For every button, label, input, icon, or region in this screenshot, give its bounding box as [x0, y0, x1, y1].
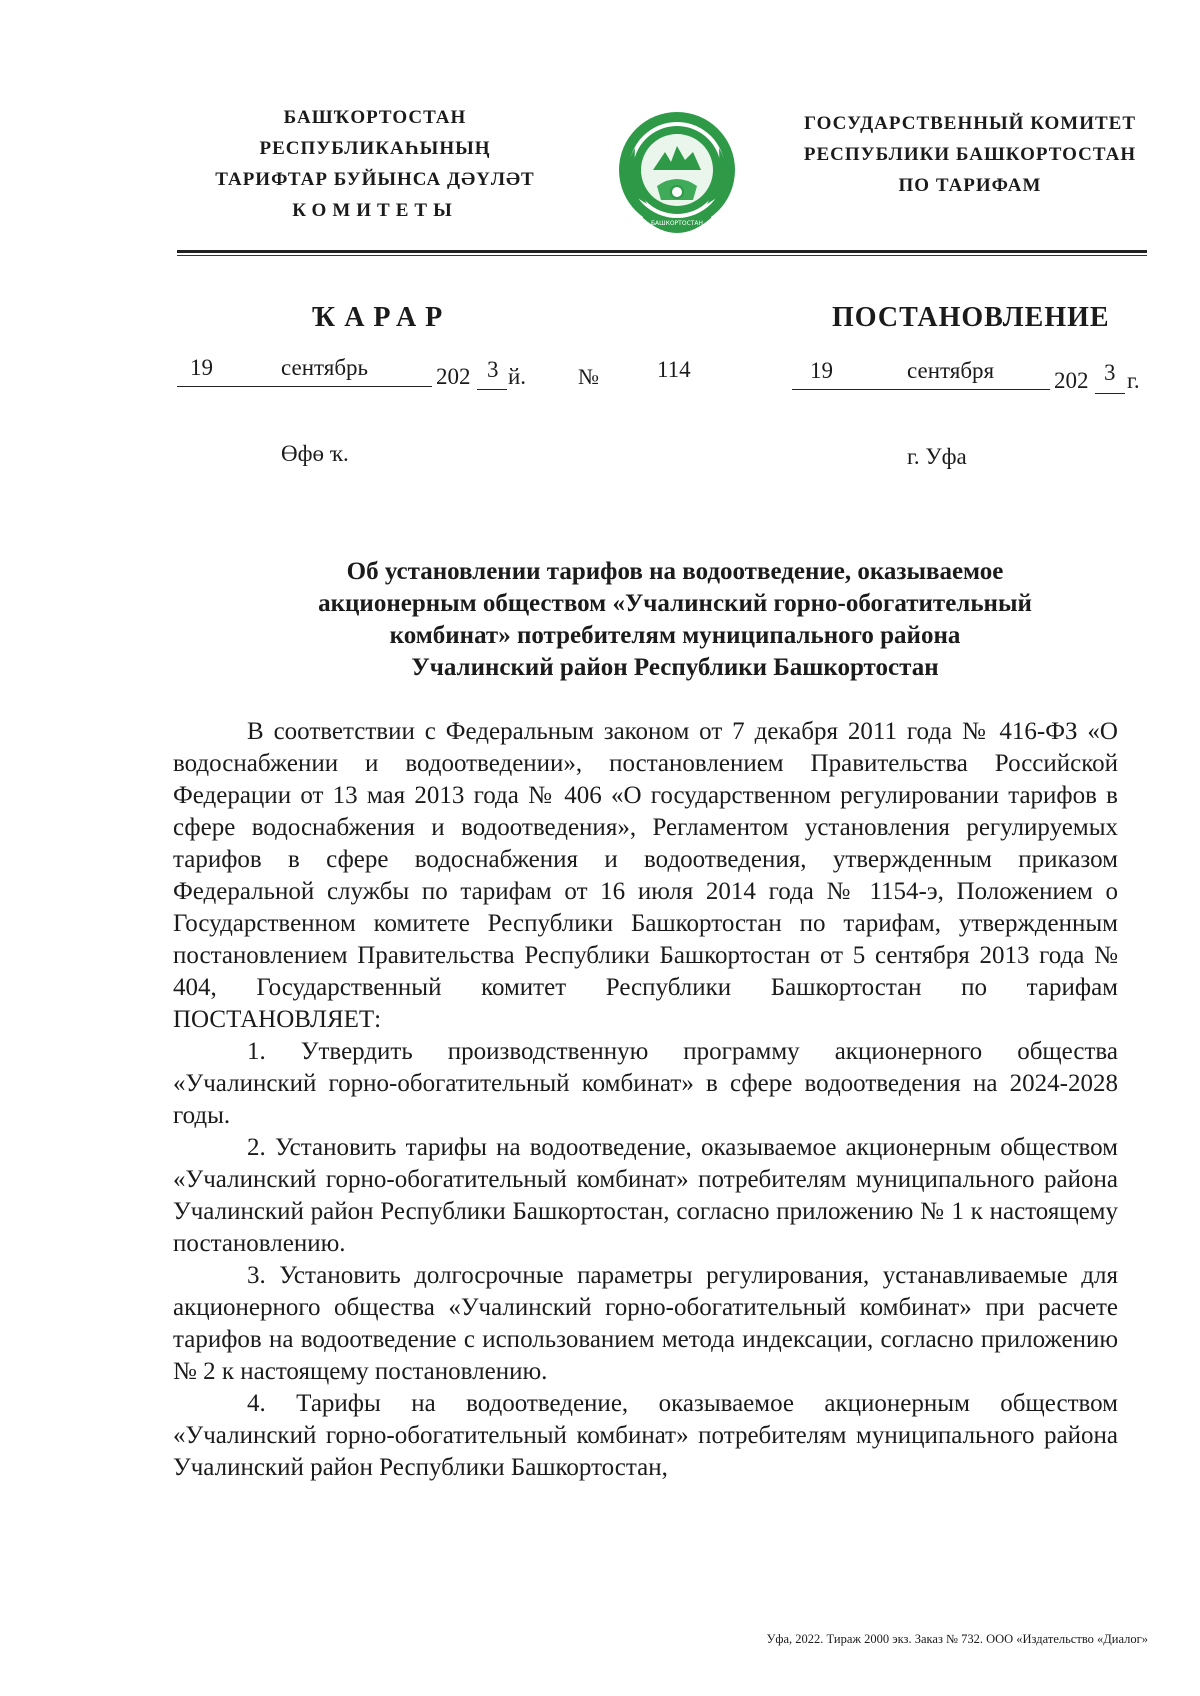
document-body — [173, 716, 1118, 1484]
date-ru-year-prefix: 202 — [1054, 368, 1089, 393]
date-ru-underline — [792, 389, 1050, 390]
date-ru-day: 19 — [810, 358, 833, 383]
city-russian: г. Уфа — [907, 444, 967, 469]
coat-of-arms-emblem — [613, 108, 741, 248]
date-ba-month: сентябрь — [281, 355, 369, 380]
doc-number: 114 — [657, 357, 691, 382]
paragraph-preamble: В соответствии с Федеральным законом от 7 декабря 2011 года № 416-ФЗ «О водоснабжении и водоотведении», постановлением Правительства Российской Федерации от 13 мая 2013 года № 406 «О государственном регулировании тарифов в сфере водоснабжения и водоотведения», Регламентом установления регулируемых тарифов в сфере водоснабжения и водоотведения, утвержденным приказом Федеральной службы по тарифам от 16 июля 2014 года № 1154-э, Положением о Государственном комитете Республики Башкортостан по тарифам, утвержденным постановлением Правительства Республики Башкортостан от 5 сентября 2013 года № 404, Государственный комитет Республики Башкортостан по тарифам ПОСТАНОВЛЯЕТ: — [173, 718, 1118, 1033]
header-right-line-1: ГОСУДАРСТВЕННЫЙ КОМИТЕТ — [803, 113, 1137, 134]
date-ru-year-digit: 3 — [1104, 360, 1116, 385]
date-ba-day: 19 — [190, 355, 213, 380]
paragraph-item-2: 2. Установить тарифы на водоотведение, оказываемое акционерным обществом «Учалинский горно-обогатительный комбинат» потребителям муниципального района Учалинский район Республики Башкортостан, согласно приложению № 1 к настоящему постановлению. — [173, 1134, 1118, 1257]
doc-type-bashkir: ҠАРАР — [312, 302, 452, 333]
doc-type-russian: ПОСТАНОВЛЕНИЕ — [832, 302, 1110, 333]
header-left-line-1: БАШҠОРТОСТАН РЕСПУБЛИКАҺЫНЫҢ — [259, 107, 491, 159]
date-ba-underline — [177, 386, 432, 387]
date-ru-year-suffix: г. — [1127, 368, 1140, 393]
paragraph-item-3: 3. Установить долгосрочные параметры регулирования, устанавливаемые для акционерного общества «Учалинский горно-обогатительный комбинат» при расчете тарифов на водоотведение с использованием метода индексации, согласно приложению № 2 к настоящему постановлению. — [173, 1262, 1118, 1385]
header-right-line-2: РЕСПУБЛИКИ БАШКОРТОСТАН — [803, 144, 1137, 165]
header-left-bashkir — [170, 102, 580, 226]
header-left-line-3: КОМИТЕТЫ — [292, 200, 458, 221]
print-footer: Уфа, 2022. Тираж 2000 экз. Заказ № 732. ООО «Издательство «Диалог» — [766, 1632, 1148, 1646]
date-ru-year-underline — [1095, 393, 1125, 394]
title-line-3: комбинат» потребителям муниципального района — [389, 622, 961, 649]
date-ba-year-digit: 3 — [487, 357, 499, 382]
doc-number-sign: № — [578, 364, 599, 389]
header-right-line-3: ПО ТАРИФАМ — [898, 175, 1042, 196]
city-bashkir: Өфө ҡ. — [281, 441, 349, 466]
title-line-2: акционерным обществом «Учалинский горно-обогатительный — [318, 590, 1032, 617]
date-ba-year-underline — [477, 389, 507, 390]
header-divider-thick — [177, 250, 1147, 253]
date-ru-month: сентября — [907, 358, 995, 383]
date-ba-year-suffix: й. — [508, 364, 527, 389]
date-ba-year-prefix: 202 — [436, 364, 471, 389]
title-line-1: Об установлении тарифов на водоотведение, оказываемое — [346, 558, 1004, 585]
emblem-ribbon-text: БАШКОРТОСТАН — [650, 220, 704, 227]
header-right-russian — [790, 108, 1150, 201]
paragraph-item-4: 4. Тарифы на водоотведение, оказываемое акционерным обществом «Учалинский горно-обогатительный комбинат» потребителям муниципального района Учалинский район Республики Башкортостан, — [173, 1390, 1118, 1481]
header-divider-thin — [177, 255, 1147, 256]
title-line-4: Учалинский район Республики Башкортостан — [411, 654, 939, 681]
header-left-line-2: ТАРИФТАР БУЙЫНСА ДӘҮЛӘТ — [215, 169, 535, 190]
paragraph-item-1: 1. Утвердить производственную программу акционерного общества «Учалинский горно-обогатительный комбинат» в сфере водоотведения на 2024-2028 годы. — [173, 1038, 1118, 1129]
document-title — [200, 556, 1150, 684]
